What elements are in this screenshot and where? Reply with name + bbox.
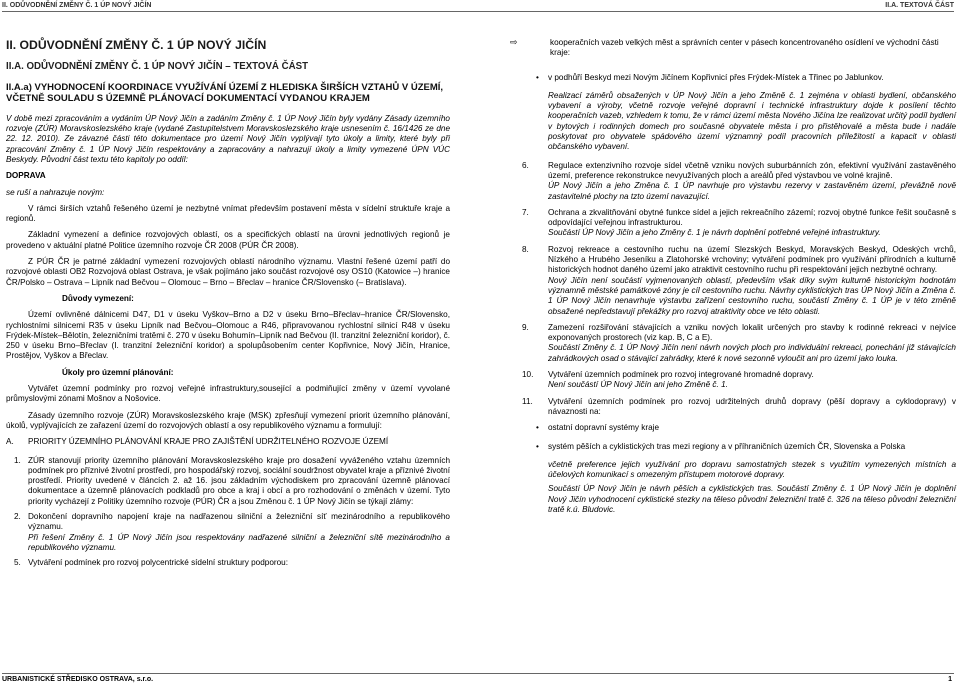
section-a <box>6 437 450 447</box>
arrow-icon: ⇨ <box>510 37 518 47</box>
list-item: 1. ZÚR stanovují priority územního plánování Moravskoslezského kraje pro dosažení vyváženého vztahu územních podmínek pro příznivé životní prostředí, pro hospodářský rozvoj, sociální soudržnost obyvatel kraje a příznivé životní prostředí. Priority uvedené v článcích 2. až 16. jsou základním východiskem pro zpracování územně plánovací dokumentace a územně plánovacích podkladů pro obce a kraj i obcí a pro rozhodování o změnách v území. Tyto priority vycházejí z Politiky územního rozvoje (PÚR) ČR a jsou Změnou č. 1 ÚP Nový Jičín se týkají zlámy: <box>14 455 450 506</box>
paragraph-5: Vytvářet územní podmínky pro rozvoj veřejné infrastruktury,sousející a podmiňující změny v území vyvolané průmyslovými zónami Mošnov a Nošovice. <box>6 384 450 404</box>
list-item: 5. Vytváření podmínek pro rozvoj polycentrické sídelní struktury podporou: <box>14 558 289 568</box>
italic-note-3: Součástí ÚP Nový Jičín je návrh pěších a cyklistických tras. Součástí Změny č. 1 ÚP Nový Jičín je doplnění Nový Jičín vyhodnocení cyklistické stezky na těleso původní železniční tratě č. 326 na těleso původní železniční tratě k.ú. Bludovic. <box>548 484 956 514</box>
rusi-text: se ruší a nahrazuje novým: <box>6 187 105 197</box>
left-column <box>6 38 450 574</box>
footer-left: URBANISTICKÉ STŘEDISKO OSTRAVA, s.r.o. <box>2 676 154 683</box>
intro-paragraph: V době mezi zpracováním a vydáním ÚP Nový Jičín a zadáním Změny č. 1 ÚP Nový Jičín byly vydány Zásady územního rozvoje (ZÚR) Moravskoslezského kraje (vydané Zastupitelstvem Moravskoslezského kraje usnesením č. 16/1426 ze dne 22. 12. 2010). Ze závazné části této dokumentace pro území Nový Jičín vyplývají tyto úkoly a limity, které byly při zpracování Změny č. 1 ÚP Nový Jičín respektovány a zapracovány a nahrazují úkoly a limity vymezené ÚPN VÚC Beskydy. Původní část textu této kapitoly po oddíl: <box>6 113 450 164</box>
paragraph-1: V rámci širších vztahů řešeného území je nezbytné vnímat především postavení města v sídelní struktuře kraje a regionů. <box>6 203 450 224</box>
italic-note-2: včetně preference jejich využívání pro dopravu samostatných stezek s využitím vymezených místních a účelových komunikací s omezeným přístupem motorové dopravy. <box>548 459 956 480</box>
italic-note-1: Realizací záměrů obsažených v ÚP Nový Jičín a jeho Změně č. 1 zejména v oblasti bydlení, občanského vybavení a výroby, včetně rozvoje veřejné dopravní i technické infrastruktury dojde k posílení těchto kooperačních vazeb, vzhledem k tomu, že v rámci území města Nového Jičína lze realizovat určitý podíl bydlení v bytových i rodinných domech pro současné obyvatele města i pro přistěhovalé a města bude i nadále poskytovat pro obyvatele spádového území významný podíl pracovních příležitostí a kapacit v oblasti občanského vybavení. <box>548 90 956 152</box>
list-item: 2. Dokončení dopravního napojení kraje na nadřazenou silniční a železniční síť mezinárodního a republikového významu. Při řešení Změny č. 1 ÚP Nový Jičín jsou respektovány nadřazené silniční a železniční sítě mezinárodního a republikového významu. <box>14 512 450 552</box>
bullet-item: • ostatní dopravní systémy kraje <box>536 423 660 433</box>
paragraph-3: Z PÚR ČR je patrné základní vymezení rozvojových oblastí národního významu. Vlastní řešené území patří do rozvojové oblasti OB2 Rozvojová oblast Ostrava, je však pojímáno jako součást rozvojové osy OS10 (Katowice –) hranice ČR/Polsko – Ostrava – Lipník nad Bečvou – Olomouc – Brno – Břeclav – hranice ČR/Slovensko (– Bratislava). <box>6 257 450 287</box>
header-rule <box>2 11 954 12</box>
paragraph-4: Území ovlivněné dálnicemi D47, D1 v úseku Vyškov–Brno a D2 v úseku Brno–Břeclav–hranice ČR/Slovensko, rychlostními silnicemi R35 v úseku Lipník nad Bečvou–Olomouc a R46, připravovanou rychlostní silnicí R48 v úseku Frýdek-Místek–Bělotín, železničními tratěmi č. 270 v úseku Bohumín–Lipník nad Bečvou (II. tranzitní železniční koridor), č. 250 v úseku Brno–Břeclav (I. tranzitní železniční koridor) a spolupůsobením center Kopřivnice, Nový Jičín, Hranice, Prostějov, Vyškov a Břeclav. <box>6 310 450 361</box>
title-1: II. ODŮVODNĚNÍ ZMĚNY Č. 1 ÚP NOVÝ JIČÍN <box>6 38 267 52</box>
list-item: 6. Regulace extenzivního rozvoje sídel včetně vzniku nových suburbánních zón, efektivní využívání zastavěného území, preference rekonstrukce nevyužívaných ploch a areálů před výstavbou ve volné krajině. ÚP Nový Jičín a jeho Změna č. 1 ÚP navrhuje pro výstavbu rezervy v zastavěném území, převážně nově zastavitelné plochy na tzto území navazující. <box>522 160 956 201</box>
ukoly-heading: Úkoly pro územní plánování: <box>62 367 174 377</box>
list-item: 8. Rozvoj rekreace a cestovního ruchu na území Slezských Beskyd, Moravských Beskyd, Odeských vrchů, Nízkého a Hrubého Jeseníku a Zlatohorské vrchoviny; vytváření podmínek pro využívání přírodních a kulturně historických hodnot daného území jako atraktivit cestovního ruchu při respektování jejich nezbytné ochrany. Nový Jičín není součástí vyjmenovaných oblastí, především však díky svým kulturně historickým hodnotám významně městské památkové zóny je cíl cestovního ruchu. Návrhy cyklistických tras ÚP Nový Jičín a Změna č. 1 ÚP Nový Jičín nenavrhuje výstavbu zařízení cestovního ruchu, součástí Změny č. 1 ÚP je v této změně obsažené nepředstavují překážky pro rozvoj atraktivity obce ve této oblasti. <box>522 244 956 316</box>
bullet-icon: • <box>536 423 539 433</box>
right-column <box>510 38 956 519</box>
header-left: II. ODŮVODNĚNÍ ZMĚNY Č. 1 ÚP NOVÝ JIČÍN <box>2 2 152 9</box>
section-a-number: A. <box>6 437 14 447</box>
header-right: II.A. TEXTOVÁ ČÁST <box>885 2 954 9</box>
footer-rule <box>2 673 954 674</box>
paragraph-6: Zásady územního rozvoje (ZÚR) Moravskoslezského kraje (MSK) zpřesňují vymezení priorit územního plánování, úkolů, vyplývajících ze zařazení území do rozvojových oblastí a osy republikového významu a formulují: <box>6 410 450 430</box>
list-item: 7. Ochrana a zkvalitňování obytné funkce sídel a jejich rekreačního zázemí; rozvoj obytné funkce řešit současně s odpovídající veřejnou infrastrukturou. Součástí ÚP Nový Jičín a jeho Změny č. 1 je návrh doplnění potřebné veřejné infrastruktury. <box>522 207 956 238</box>
list-item: 10. Vytváření územních podmínek pro rozvoj integrované hromadné dopravy. Není součástí ÚP Nový Jičín ani jeho Změně č. 1. <box>522 370 814 390</box>
title-3: II.A.a) VYHODNOCENÍ KOORDINACE VYUŽÍVÁNÍ ÚZEMÍ Z HLEDISKA ŠIRŠÍCH VZTAHŮ V ÚZEMÍ, VČETNĚ SOULADU S ÚZEMNĚ PLÁNOVACÍ DOKUMENTACÍ VYDANOU KRAJEM <box>6 82 444 105</box>
paragraph-2: Základní vymezení a definice rozvojových oblastí, os a specifických oblastí na úrovni jednotlivých regionů je provedeno v aktuální platné Politice územního rozvoje ČR 2008 (PÚR ČR 2008). <box>6 230 450 250</box>
doprava-heading: DOPRAVA <box>6 171 46 181</box>
bullet-icon: • <box>536 441 539 451</box>
bullet-item: • systém pěších a cyklistických tras mezi regiony a v příhraničních územích ČR, Slovenska a Polska <box>536 441 906 451</box>
bullet-item: • v podhůří Beskyd mezi Novým Jičínem Kopřivnicí přes Frýdek-Místek a Třinec po Jablunkov. <box>536 72 884 82</box>
bullet-icon: • <box>536 72 539 82</box>
list-item: 11. Vytváření územních podmínek pro rozvoj udržitelných druhů dopravy (pěší dopravy a cyklodopravy) v návaznosti na: <box>522 396 956 416</box>
section-a-title: PRIORITY ÚZEMNÍHO PLÁNOVÁNÍ KRAJE PRO ZAJIŠTĚNÍ UDRŽITELNÉHO ROZVOJE ÚZEMÍ <box>28 437 389 447</box>
list-item: 9. Zamezení rozšiřování stávajících a vzniku nových lokalit určených pro stavby k rodinné rekreaci v nejvíce exponovaných prostorech (viz kap. B, C a E). Součástí Změny č. 1 ÚP Nový Jičín není návrh nových ploch pro individuální rekreaci, ponechání již stávajících zahrádkových osad o stávající zahrádky, které k nové sezonně vyloučit ani pro území jako louka. <box>522 322 956 363</box>
page-number: 1 <box>948 676 952 683</box>
arrow-item: ⇨ kooperačních vazeb velkých měst a správních center v pásech koncentrovaného osídlení ve východní části kraje: <box>510 37 939 58</box>
title-2: II.A. ODŮVODNĚNÍ ZMĚNY Č. 1 ÚP NOVÝ JIČÍN – TEXTOVÁ ČÁST <box>6 61 308 72</box>
duvody-heading: Důvody vymezení: <box>62 293 134 303</box>
